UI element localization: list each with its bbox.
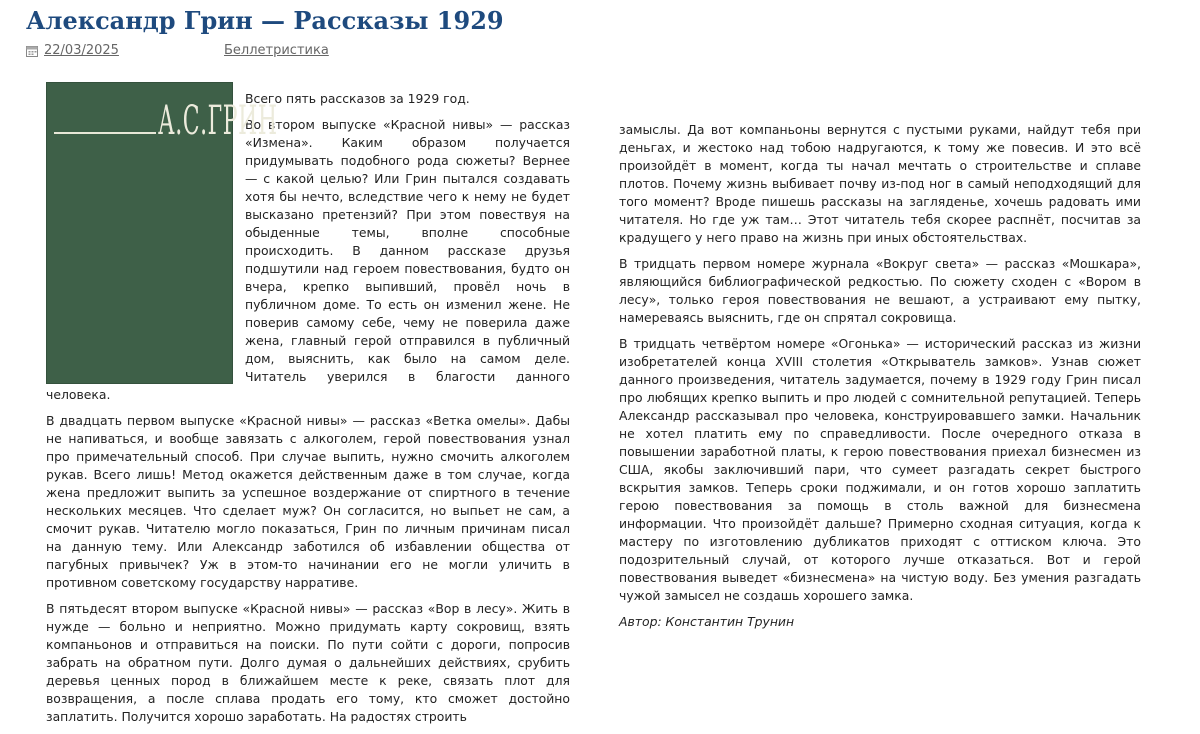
post-date-link[interactable] (26, 43, 119, 58)
paragraph: В тридцать четвёртом номере «Огонька» — исторический рассказ из жизни изобретателей конца XVIII столетия «Открыватель замков». Узнав сюжет данного произведения, читатель задумается, почему в 1929 году Грин писал про любящих крепко выпить и про людей с сомнительной репутацией. Теперь Александр рассказывал про человека, конструировавшего замки. Начальник не хотел платить ему по справедливости. После очередного отказа в повышении заработной платы, к герою повествования приехал бизнесмен из США, якобы заключивший пари, что сумеет разгадать секрет быстрого вскрытия замков. Теперь сроки поджимали, и он готов хорошо заплатить герою повествования за помощь в столь важной для бизнесмена информации. Что произойдёт дальше? Примерно сходная ситуация, когда к мастеру по изготовлению дубликатов приходят с оттиском ключа. Это подозрительный случай, от которого лучше отказаться. Вот и герой повествования выведет «бизнесмена» на чистую воду. Без умения разгадать чужой замысел не создашь хорошего замка. (619, 336, 1141, 603)
paragraph: Всего пять рассказов за 1929 год. (245, 91, 470, 106)
book-cover-image (46, 82, 278, 384)
post-category-link[interactable]: Беллетристика (224, 43, 329, 58)
author-signature: Автор: Константин Трунин (619, 614, 795, 629)
post-date: 22/03/2025 (44, 43, 119, 58)
calendar-icon (26, 45, 38, 57)
post-meta (26, 43, 329, 61)
article-left-column (46, 90, 570, 734)
paragraph: Во втором выпуске «Красной нивы» — рассказ «Измена». Каким образом получается придумывать подобного рода сюжеты? Вернее — с какой целью? Или Грин пытался создавать хотя бы нечто, вследствие чего к нему не будет высказано претензий? При этом повествуя на обыденные темы, вполне способные происходить. В данном рассказе друзья подшутили над героем повествования, будто он вчера, крепко выпивший, провёл ночь в публичном доме. То есть он изменил жене. Не поверив самому себе, чему не поверила даже жена, главный герой отправился в публичный дом, выяснить, как было на самом деле. Читатель уверился в благости данного человека. (46, 117, 570, 402)
paragraph: В двадцать первом выпуске «Красной нивы» — рассказ «Ветка омелы». Дабы не напиваться, и вообще завязать с алкоголем, герой повествования узнал про примечательный способ. При случае выпить, нужно смочить алкоголем рукав. Всего лишь! Метод окажется действенным даже в том случае, когда жена предложит выпить за успешное воздержание от спиртного в течение нескольких месяцев. Что сделает муж? Он согласится, но выпьет не сам, а смочит рукав. Читателю могло показаться, Грин по личным причинам писал на данную тему. Или Александр заботился об избавлении общества от пагубных привычек? Уж в этом-то начинании его не могли уличить в противном советскому государству нарративе. (46, 413, 570, 590)
page-title: Александр Грин — Рассказы 1929 (26, 6, 504, 35)
paragraph: В пятьдесят втором выпуске «Красной нивы» — рассказ «Вор в лесу». Жить в нужде — больно и неприятно. Можно придумать карту сокровищ, взять компаньонов и отправиться на поиски. По пути сойти с дороги, попросив забрать на обратном пути. Долго думая о дальнейших действиях, срубить деревья ценных пород в ближайшем месте к реке, связать плот для возвращения, а после сплава продать его тому, кто сможет достойно заплатить. Получится хорошо заработать. На радостях строить (46, 601, 570, 724)
paragraph: В тридцать первом номере журнала «Вокруг света» — рассказ «Мошкара», являющийся библиографической редкостью. По сюжету сходен с «Вором в лесу», только героя повествования не вешают, а устраивают ему пытку, намереваясь выяснить, где он спрятал сокровища. (619, 256, 1141, 325)
cover-author: А.С.ГРИН (158, 98, 278, 144)
article-right-column (619, 121, 1141, 639)
paragraph: замыслы. Да вот компаньоны вернутся с пустыми руками, найдут тебя при деньгах, и жестоко над тобою надругаются, к тому же повесив. И это всё произойдёт в момент, когда ты начал мечтать о строительстве и сплаве плотов. Почему жизнь выбивает почву из-под ног в самый неподходящий для того момент? Вроде пишешь рассказы на загляденье, хочешь радовать ими читателя. Но где уж там… Этот читатель тебя скорее распнёт, посчитав за крадущего у него право на жизнь при иных обстоятельствах. (619, 122, 1141, 245)
cover-rule (54, 132, 156, 134)
